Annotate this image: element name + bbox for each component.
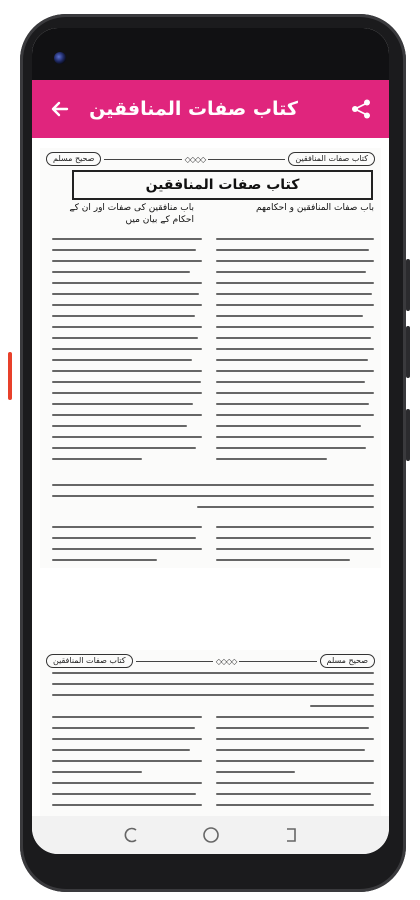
text-line [52,260,202,262]
text-line [52,425,187,427]
arabic-heading-text: باب صفات المنافقین و احکامهم [256,203,374,213]
text-line [52,738,202,740]
header-label-right: صحیح مسلم [320,654,375,668]
text-line [52,282,202,284]
text-line [216,436,374,438]
text-line [52,370,202,372]
ornament-line [208,159,285,160]
text-line [52,484,374,486]
side-key [8,352,12,400]
text-line [216,804,374,806]
text-line [216,315,363,317]
text-line [52,381,201,383]
text-line [52,694,374,696]
text-line [197,506,374,508]
text-line [52,447,196,449]
text-line [216,559,350,561]
text-line [216,782,374,784]
text-line [216,414,374,416]
page2-urdu-column [52,716,202,816]
text-line [52,749,190,751]
app-bar [32,80,389,138]
book-page-2 [40,650,381,816]
volume-down-button [406,326,410,378]
urdu-heading [54,202,194,228]
text-line [52,526,202,528]
page-header-ornament [46,654,375,668]
text-line [216,304,374,306]
ornament-line [136,661,213,662]
status-bar [32,28,389,80]
screen [32,28,389,854]
text-line [216,793,371,795]
text-line [216,760,374,762]
text-line [52,782,202,784]
text-line [52,793,196,795]
text-line [52,337,198,339]
header-label-right: کتاب صفات المنافقین [288,152,375,166]
text-line [216,738,374,740]
page2-full-paragraph [52,672,374,712]
text-line [216,348,374,350]
text-line [310,705,374,707]
urdu-heading-text: باب منافقین کی صفات اور ان کے احکام کے بیان میں [69,203,194,225]
chapter-title: کتاب صفات المنافقین [145,177,300,193]
text-line [52,403,193,405]
recent-apps-button[interactable] [122,825,142,845]
text-line [216,370,374,372]
arabic-text-column-2 [216,526,374,566]
text-line [52,238,202,240]
text-line [216,403,369,405]
text-line [52,304,202,306]
page2-arabic-column [216,716,374,816]
page-header-ornament [46,152,375,166]
book-page-1 [40,148,381,568]
text-line [52,804,202,806]
text-line [216,271,366,273]
text-line [52,359,192,361]
share-icon [350,98,372,120]
arrow-left-icon [50,99,70,119]
text-line [52,326,202,328]
text-line [52,727,195,729]
text-line [216,249,369,251]
text-line [216,293,372,295]
share-button[interactable] [347,95,375,123]
text-line [52,548,202,550]
urdu-text-column [52,238,202,478]
text-line [216,392,374,394]
text-line [216,359,368,361]
system-navigation-bar [32,816,389,854]
full-width-paragraph [52,484,374,518]
text-line [52,537,196,539]
ornament-middle: ◇◇◇◇ [184,154,206,164]
text-line [52,348,202,350]
arabic-text-column [216,238,374,478]
app-title: کتاب صفات المنافقین [89,98,298,120]
text-line [52,271,190,273]
text-line [52,414,202,416]
ornament-line [239,661,316,662]
text-line [216,458,327,460]
text-line [52,760,202,762]
text-line [52,771,142,773]
recent-apps-icon [123,826,141,844]
pdf-viewer[interactable] [32,138,389,816]
power-button [406,409,410,461]
text-line [216,548,374,550]
text-line [52,315,195,317]
text-line [216,326,374,328]
arabic-heading [210,202,374,228]
text-line [216,771,295,773]
text-line [216,282,374,284]
text-line [52,683,374,685]
header-label-left: کتاب صفات المنافقین [46,654,133,668]
header-label-left: صحیح مسلم [46,152,101,166]
text-line [52,559,157,561]
text-line [52,293,199,295]
text-line [216,537,371,539]
home-button[interactable] [201,825,221,845]
text-line [216,526,374,528]
text-line [52,458,142,460]
text-line [216,425,361,427]
text-line [52,249,196,251]
text-line [216,447,366,449]
text-line [216,381,365,383]
back-arrow-button[interactable] [46,95,74,123]
ornament-middle: ◇◇◇◇ [215,656,237,666]
text-line [52,672,374,674]
text-line [52,436,202,438]
text-line [52,495,374,497]
volume-up-button [406,259,410,311]
chapter-title-box [72,170,373,200]
text-line [216,749,365,751]
text-line [216,727,369,729]
text-line [216,337,371,339]
back-nav-icon [281,826,299,844]
text-line [52,392,202,394]
text-line [216,238,374,240]
text-line [216,260,374,262]
ornament-line [104,159,181,160]
home-icon [202,826,220,844]
text-line [216,716,374,718]
back-nav-button[interactable] [280,825,300,845]
urdu-text-column-2 [52,526,202,566]
text-line [52,716,202,718]
front-camera-icon [54,52,66,64]
